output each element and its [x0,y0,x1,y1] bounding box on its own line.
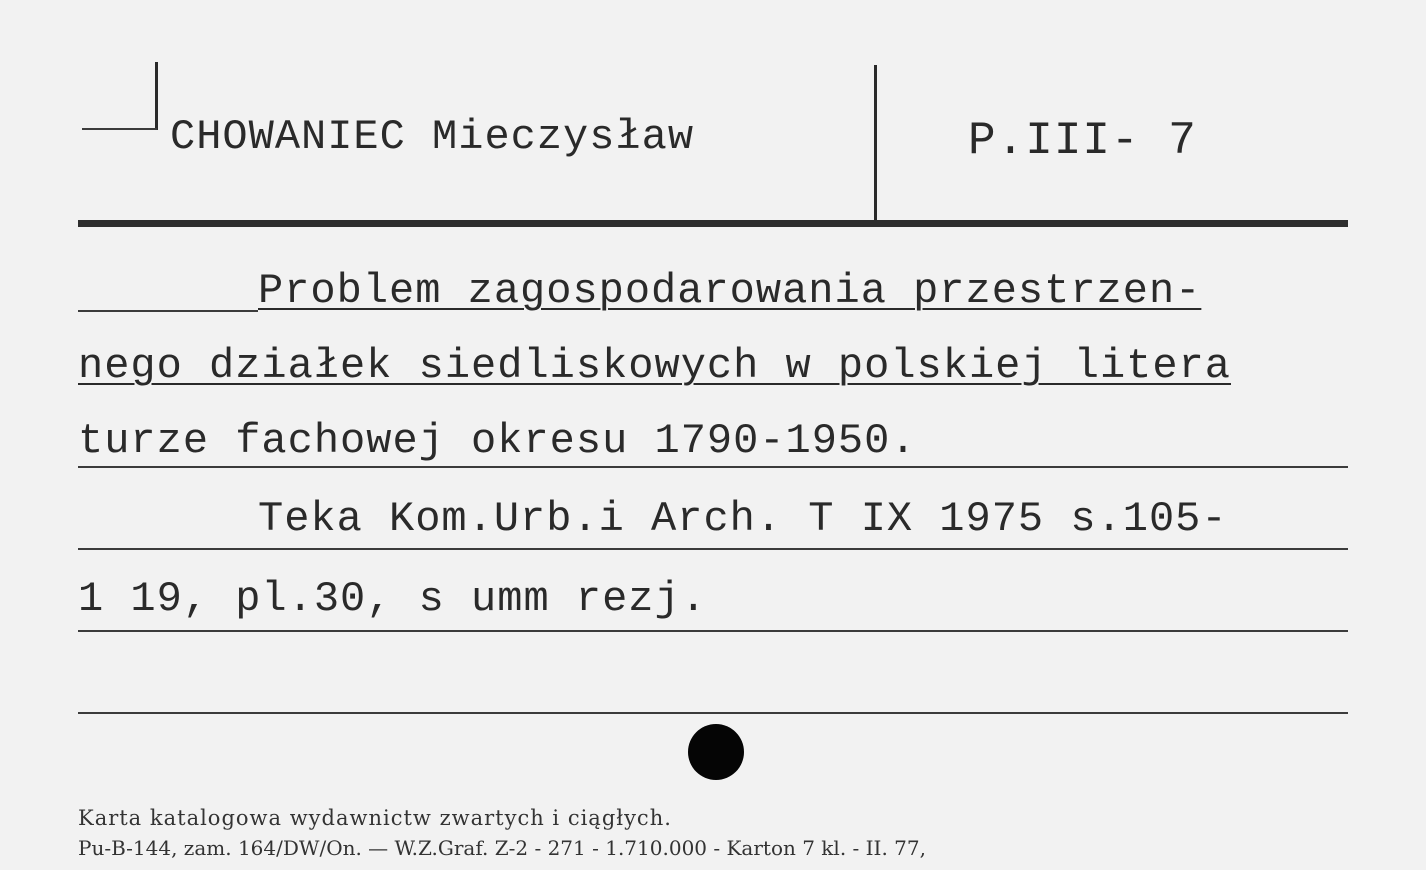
corner-marker-horizontal [82,128,157,130]
title-line-3: turze fachowej okresu 1790-1950. [78,417,917,465]
ruled-line [78,630,1348,632]
footer-line-2: Pu-B-144, zam. 164/DW/On. — W.Z.Graf. Z-2 - 271 - 1.710.000 - Karton 7 kl. - II. 77, [78,836,926,860]
ruled-line [78,712,1348,714]
title-line-1: Problem zagospodarowania przestrzen- [258,267,1202,315]
call-number: P.III- 7 [968,115,1197,167]
header-divider [874,65,877,223]
author-name: CHOWANIEC Mieczysław [170,113,695,161]
ruled-line [78,466,1348,468]
source-line-2: 1 19, pl.30, s umm rezj. [78,575,707,623]
header-separator [78,220,1348,227]
punch-hole [688,724,744,780]
source-line-1: Teka Kom.Urb.i Arch. T IX 1975 s.105- [258,495,1228,543]
title-line-2: nego działek siedliskowych w polskiej litera [78,342,1231,390]
ruled-line [78,310,258,312]
footer-line-1: Karta katalogowa wydawnictw zwartych i ciągłych. [78,806,672,830]
ruled-line [78,548,1348,550]
corner-marker-vertical [155,62,158,130]
